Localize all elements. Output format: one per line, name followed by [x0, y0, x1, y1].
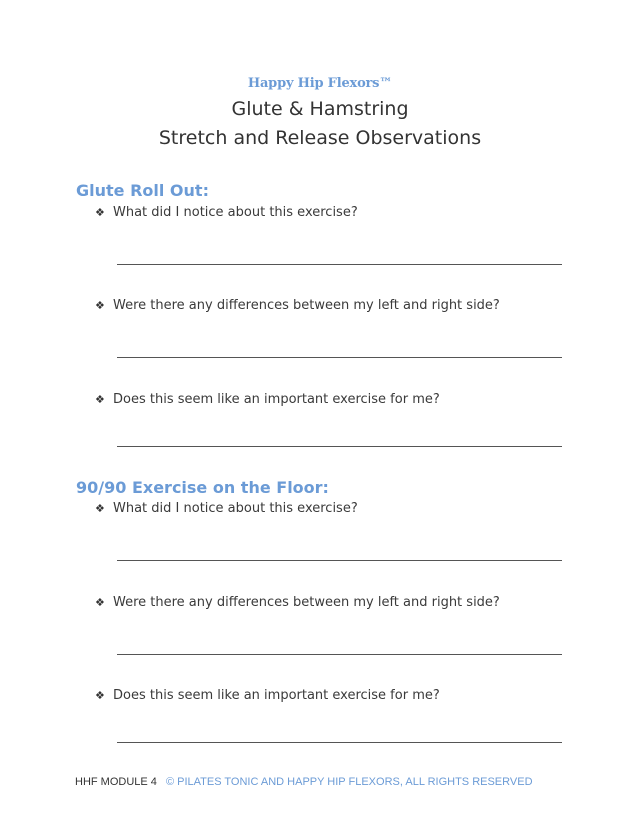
question-item	[95, 298, 500, 313]
answer-line[interactable]	[117, 446, 562, 447]
diamond-bullet-icon: ❖	[95, 596, 105, 609]
question-item	[95, 205, 358, 220]
question-text: What did I notice about this exercise?	[113, 501, 358, 516]
page-title-line2: Stretch and Release Observations	[158, 127, 482, 149]
diamond-bullet-icon: ❖	[95, 502, 105, 515]
footer-copyright: © PILATES TONIC AND HAPPY HIP FLEXORS, ALL RIGHTS RESERVED	[165, 776, 533, 788]
footer-module-label: HHF MODULE 4	[75, 776, 157, 788]
page-footer	[75, 776, 533, 788]
question-text: Does this seem like an important exercise for me?	[113, 688, 440, 703]
page-title-line1: Glute & Hamstring	[231, 98, 409, 120]
answer-line[interactable]	[117, 357, 562, 358]
question-text: Does this seem like an important exercise for me?	[113, 392, 440, 407]
question-item	[95, 501, 358, 516]
question-item	[95, 595, 500, 610]
answer-line[interactable]	[117, 560, 562, 561]
diamond-bullet-icon: ❖	[95, 393, 105, 406]
answer-line[interactable]	[117, 264, 562, 265]
answer-line[interactable]	[117, 654, 562, 655]
brand-title: Happy Hip Flexors™	[247, 76, 393, 91]
question-text: Were there any differences between my left and right side?	[113, 595, 500, 610]
question-item	[95, 392, 440, 407]
question-text: Were there any differences between my left and right side?	[113, 298, 500, 313]
diamond-bullet-icon: ❖	[95, 689, 105, 702]
section-heading-90-90-exercise: 90/90 Exercise on the Floor:	[76, 478, 329, 497]
diamond-bullet-icon: ❖	[95, 299, 105, 312]
question-text: What did I notice about this exercise?	[113, 205, 358, 220]
diamond-bullet-icon: ❖	[95, 206, 105, 219]
section-heading-glute-roll-out: Glute Roll Out:	[76, 181, 209, 200]
answer-line[interactable]	[117, 742, 562, 743]
question-item	[95, 688, 440, 703]
